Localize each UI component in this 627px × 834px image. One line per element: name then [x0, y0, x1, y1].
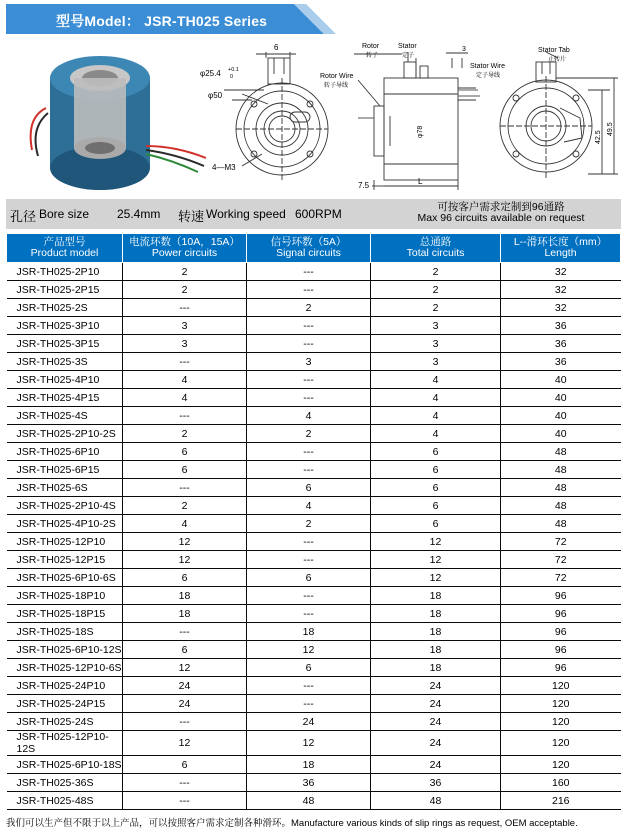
model-cell: JSR-TH025-2S — [7, 299, 123, 317]
model-cell: JSR-TH025-12P10-6S — [7, 659, 123, 677]
value-cell: 36 — [247, 774, 371, 792]
table-row — [7, 713, 621, 731]
dim-42-5-label: 42.5 — [595, 130, 602, 144]
table-row — [7, 587, 621, 605]
value-cell: 3 — [371, 335, 501, 353]
value-cell: --- — [247, 587, 371, 605]
dim-7-5-label: 7.5 — [358, 181, 370, 190]
value-cell: 6 — [123, 756, 247, 774]
side-view-drawing — [354, 52, 476, 190]
value-cell: 3 — [371, 317, 501, 335]
title-bar — [6, 4, 616, 34]
value-cell: 18 — [123, 605, 247, 623]
value-cell: 6 — [247, 569, 371, 587]
model-cell: JSR-TH025-6P10 — [7, 443, 123, 461]
table-row — [7, 551, 621, 569]
table-row — [7, 605, 621, 623]
model-cell: JSR-TH025-2P10-4S — [7, 497, 123, 515]
model-cell: JSR-TH025-48S — [7, 792, 123, 810]
value-cell: 96 — [501, 623, 621, 641]
page-title: 型号Model： JSR-TH025 Series — [56, 13, 268, 29]
model-cell: JSR-TH025-18P15 — [7, 605, 123, 623]
column-header — [123, 234, 247, 263]
dim-holes-label: 4—M3 — [212, 163, 236, 172]
table-row — [7, 792, 621, 810]
value-cell: 12 — [123, 551, 247, 569]
column-header-cn: 信号环数（5A） — [270, 236, 347, 248]
value-cell: 72 — [501, 569, 621, 587]
value-cell: 72 — [501, 551, 621, 569]
spec-note-en: Max 96 circuits available on request — [417, 212, 585, 224]
table-row — [7, 695, 621, 713]
value-cell: 4 — [247, 407, 371, 425]
value-cell: 6 — [247, 659, 371, 677]
value-cell: 4 — [123, 389, 247, 407]
value-cell: --- — [247, 335, 371, 353]
column-header-en: Product model — [30, 247, 99, 259]
value-cell: 4 — [123, 515, 247, 533]
value-cell: 18 — [371, 641, 501, 659]
model-cell: JSR-TH025-36S — [7, 774, 123, 792]
table-row — [7, 443, 621, 461]
table-row — [7, 659, 621, 677]
model-cell: JSR-TH025-3P15 — [7, 335, 123, 353]
value-cell: 6 — [371, 497, 501, 515]
stator-tab-label: Stator Tab — [538, 47, 570, 54]
value-cell: 36 — [501, 317, 621, 335]
stator-tab-cn-label: 止转片 — [548, 56, 567, 63]
stator-wire-label: Stator Wire — [470, 63, 506, 70]
model-cell: JSR-TH025-4S — [7, 407, 123, 425]
stator-cn-label: 定子 — [402, 52, 415, 59]
column-header-en: Power circuits — [151, 247, 218, 259]
value-cell: 40 — [501, 407, 621, 425]
value-cell: 24 — [371, 677, 501, 695]
stator-wire-cn-label: 定子导线 — [476, 72, 501, 79]
value-cell: 96 — [501, 587, 621, 605]
value-cell: --- — [123, 353, 247, 371]
value-cell: --- — [247, 551, 371, 569]
model-cell: JSR-TH025-18S — [7, 623, 123, 641]
value-cell: 18 — [123, 587, 247, 605]
dim-bore-tol2: 0 — [230, 74, 234, 80]
value-cell: 2 — [123, 263, 247, 281]
table-row — [7, 425, 621, 443]
value-cell: --- — [247, 389, 371, 407]
table-row — [7, 533, 621, 551]
value-cell: 12 — [123, 659, 247, 677]
value-cell: 18 — [371, 605, 501, 623]
table-row — [7, 731, 621, 756]
column-header — [501, 234, 621, 263]
table-row — [7, 623, 621, 641]
value-cell: --- — [247, 443, 371, 461]
rotor-cn-label: 转子 — [366, 52, 379, 59]
model-cell: JSR-TH025-4P10 — [7, 371, 123, 389]
value-cell: 4 — [123, 371, 247, 389]
table-body — [7, 263, 621, 810]
value-cell: 40 — [501, 389, 621, 407]
value-cell: 24 — [371, 756, 501, 774]
dim-6-label: 6 — [274, 43, 279, 52]
value-cell: 6 — [123, 461, 247, 479]
value-cell: 6 — [123, 641, 247, 659]
table-row — [7, 263, 621, 281]
column-header-en: Signal circuits — [276, 247, 341, 259]
value-cell: 12 — [123, 533, 247, 551]
model-cell: JSR-TH025-6S — [7, 479, 123, 497]
table-row — [7, 774, 621, 792]
product-photo — [31, 56, 206, 190]
value-cell: 2 — [371, 299, 501, 317]
table-row — [7, 479, 621, 497]
model-cell: JSR-TH025-6P10-18S — [7, 756, 123, 774]
value-cell: 12 — [247, 731, 371, 756]
value-cell: --- — [123, 299, 247, 317]
value-cell: 2 — [123, 425, 247, 443]
value-cell: 6 — [371, 479, 501, 497]
column-header-cn: L--滑环长度（mm） — [513, 236, 608, 248]
value-cell: 36 — [371, 774, 501, 792]
value-cell: 48 — [501, 461, 621, 479]
value-cell: --- — [247, 533, 371, 551]
model-cell: JSR-TH025-12P10 — [7, 533, 123, 551]
model-cell: JSR-TH025-2P10-2S — [7, 425, 123, 443]
value-cell: 48 — [501, 443, 621, 461]
dim-bore-tol: +0.1 — [228, 67, 239, 73]
model-cell: JSR-TH025-3S — [7, 353, 123, 371]
value-cell: --- — [123, 623, 247, 641]
value-cell: 6 — [123, 569, 247, 587]
table-header-row — [7, 234, 621, 263]
table-row — [7, 641, 621, 659]
value-cell: 48 — [371, 792, 501, 810]
value-cell: 216 — [501, 792, 621, 810]
value-cell: 96 — [501, 641, 621, 659]
bore-en-label: Bore size — [39, 207, 90, 221]
table-row — [7, 497, 621, 515]
value-cell: 18 — [371, 587, 501, 605]
technical-drawing — [6, 38, 621, 195]
value-cell: 32 — [501, 281, 621, 299]
value-cell: 36 — [501, 335, 621, 353]
value-cell: 120 — [501, 713, 621, 731]
table-row — [7, 569, 621, 587]
column-header — [247, 234, 371, 263]
column-header-cn: 产品型号 — [43, 236, 86, 248]
value-cell: 4 — [371, 407, 501, 425]
rotor-wire-cn-label: 转子导线 — [324, 82, 349, 89]
value-cell: --- — [123, 774, 247, 792]
model-cell: JSR-TH025-2P10 — [7, 263, 123, 281]
value-cell: 4 — [247, 497, 371, 515]
rear-view-drawing — [500, 52, 618, 178]
model-cell: JSR-TH025-2P15 — [7, 281, 123, 299]
value-cell: 12 — [371, 551, 501, 569]
value-cell: --- — [247, 605, 371, 623]
value-cell: 12 — [371, 533, 501, 551]
value-cell: 96 — [501, 605, 621, 623]
table-row — [7, 756, 621, 774]
value-cell: 2 — [123, 497, 247, 515]
value-cell: 40 — [501, 371, 621, 389]
model-cell: JSR-TH025-6P10-6S — [7, 569, 123, 587]
table-row — [7, 389, 621, 407]
model-cell: JSR-TH025-4P15 — [7, 389, 123, 407]
value-cell: 4 — [371, 425, 501, 443]
value-cell: 3 — [123, 335, 247, 353]
table-row — [7, 281, 621, 299]
speed-cn-label: 转速 — [178, 209, 205, 224]
model-cell: JSR-TH025-6P10-12S — [7, 641, 123, 659]
model-cell: JSR-TH025-6P15 — [7, 461, 123, 479]
value-cell: --- — [123, 479, 247, 497]
value-cell: 48 — [501, 515, 621, 533]
speed-value: 600RPM — [295, 207, 342, 221]
value-cell: 3 — [371, 353, 501, 371]
value-cell: --- — [123, 792, 247, 810]
table-row — [7, 461, 621, 479]
value-cell: 32 — [501, 299, 621, 317]
table-row — [7, 335, 621, 353]
dim-78-label: φ78 — [417, 125, 424, 138]
stator-label: Stator — [398, 43, 417, 50]
value-cell: 12 — [371, 569, 501, 587]
table-row — [7, 371, 621, 389]
value-cell: 120 — [501, 695, 621, 713]
spec-note-cn: 可按客户需求定制到96通路 — [437, 201, 565, 213]
value-cell: 18 — [371, 623, 501, 641]
value-cell: --- — [247, 461, 371, 479]
column-header-en: Length — [544, 247, 577, 259]
value-cell: 2 — [247, 299, 371, 317]
column-header — [7, 234, 123, 263]
model-cell: JSR-TH025-12P10-12S — [7, 731, 123, 756]
model-cell: JSR-TH025-4P10-2S — [7, 515, 123, 533]
model-cell: JSR-TH025-3P10 — [7, 317, 123, 335]
value-cell: 48 — [501, 479, 621, 497]
dim-50-label: φ50 — [208, 91, 223, 100]
table-row — [7, 407, 621, 425]
value-cell: 2 — [371, 263, 501, 281]
spec-note — [401, 202, 601, 224]
value-cell: 6 — [123, 443, 247, 461]
value-cell: 12 — [123, 731, 247, 756]
value-cell: 36 — [501, 353, 621, 371]
value-cell: --- — [247, 695, 371, 713]
dim-49-5-label: 49.5 — [607, 122, 614, 136]
value-cell: 2 — [247, 515, 371, 533]
dim-3-label: 3 — [462, 46, 466, 53]
value-cell: 18 — [371, 659, 501, 677]
value-cell: 32 — [501, 263, 621, 281]
table-row — [7, 299, 621, 317]
value-cell: 120 — [501, 731, 621, 756]
value-cell: 3 — [247, 353, 371, 371]
front-view-drawing — [224, 52, 328, 180]
model-cell: JSR-TH025-24S — [7, 713, 123, 731]
value-cell: 24 — [123, 695, 247, 713]
value-cell: --- — [247, 371, 371, 389]
value-cell: 160 — [501, 774, 621, 792]
value-cell: --- — [247, 677, 371, 695]
value-cell: 18 — [247, 623, 371, 641]
value-cell: 40 — [501, 425, 621, 443]
model-cell: JSR-TH025-18P10 — [7, 587, 123, 605]
footer-note: 我们可以生产但不限于以上产品，可以按照客户需求定制各种滑环。Manufacture various kinds of slip rings as request, OEM acceptable. — [6, 818, 578, 829]
dim-l-label: L — [418, 177, 423, 186]
column-header — [371, 234, 501, 263]
value-cell: 96 — [501, 659, 621, 677]
value-cell: 48 — [247, 792, 371, 810]
table-row — [7, 677, 621, 695]
rotor-wire-label: Rotor Wire — [320, 73, 354, 80]
value-cell: 120 — [501, 756, 621, 774]
value-cell: 18 — [247, 756, 371, 774]
value-cell: 6 — [247, 479, 371, 497]
value-cell: 72 — [501, 533, 621, 551]
value-cell: 120 — [501, 677, 621, 695]
value-cell: 48 — [501, 497, 621, 515]
product-figure — [6, 38, 621, 195]
value-cell: 4 — [371, 371, 501, 389]
value-cell: 24 — [123, 677, 247, 695]
value-cell: --- — [123, 713, 247, 731]
table-row — [7, 353, 621, 371]
value-cell: --- — [123, 407, 247, 425]
value-cell: 24 — [371, 713, 501, 731]
value-cell: 3 — [123, 317, 247, 335]
models-table — [6, 233, 621, 810]
bore-value: 25.4mm — [117, 207, 161, 221]
model-cell: JSR-TH025-24P15 — [7, 695, 123, 713]
value-cell: --- — [247, 281, 371, 299]
value-cell: 24 — [371, 731, 501, 756]
column-header-en: Total circuits — [406, 247, 465, 259]
value-cell: 24 — [247, 713, 371, 731]
bore-cn-label: 孔径 — [10, 209, 37, 224]
table-row — [7, 515, 621, 533]
column-header-cn: 总通路 — [419, 236, 452, 248]
value-cell: 4 — [371, 389, 501, 407]
value-cell: --- — [247, 263, 371, 281]
value-cell: 2 — [123, 281, 247, 299]
column-header-cn: 电流环数（10A，15A） — [129, 236, 240, 248]
value-cell: 12 — [247, 641, 371, 659]
table-row — [7, 317, 621, 335]
model-cell: JSR-TH025-24P10 — [7, 677, 123, 695]
value-cell: 2 — [371, 281, 501, 299]
speed-en-label: Working speed — [206, 207, 286, 221]
value-cell: 6 — [371, 443, 501, 461]
value-cell: 6 — [371, 515, 501, 533]
value-cell: 24 — [371, 695, 501, 713]
dim-bore-label: φ25.4 — [200, 69, 221, 78]
rotor-label: Rotor — [362, 43, 380, 50]
spec-bar — [6, 199, 621, 229]
value-cell: 6 — [371, 461, 501, 479]
value-cell: --- — [247, 317, 371, 335]
model-cell: JSR-TH025-12P15 — [7, 551, 123, 569]
value-cell: 2 — [247, 425, 371, 443]
